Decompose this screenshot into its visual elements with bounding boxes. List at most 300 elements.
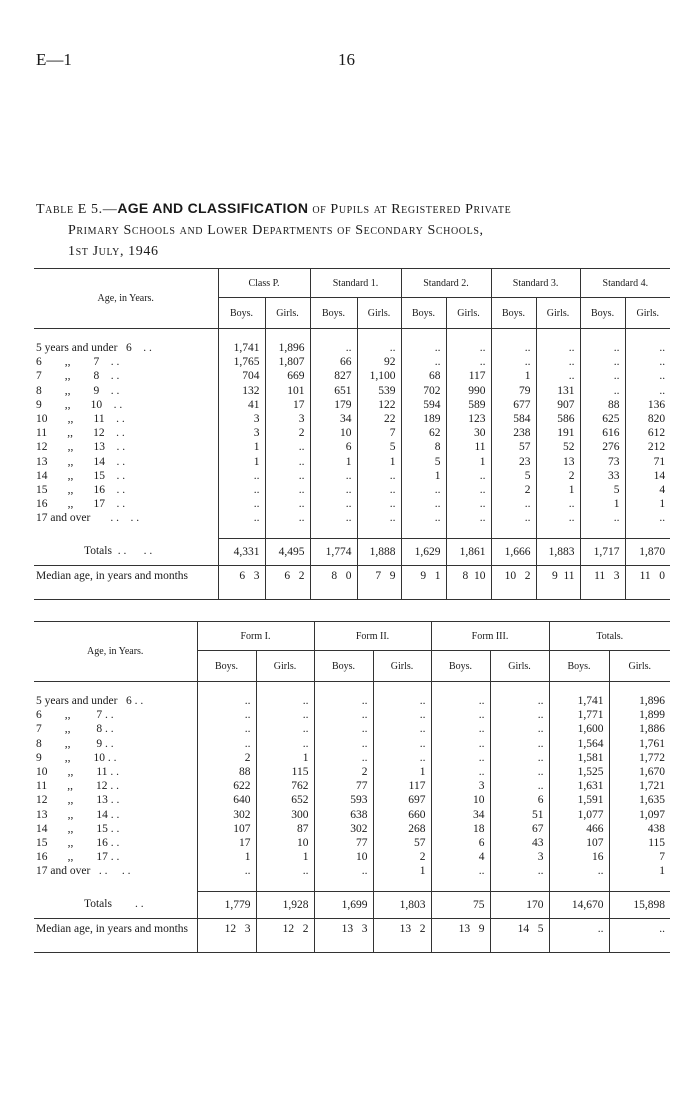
value-cell: 13 — [536, 455, 580, 469]
value-cell: .. — [401, 341, 446, 355]
age-label: 8 ,, 9 . . — [36, 737, 114, 750]
table-title — [36, 198, 676, 262]
value-cell: 594 — [401, 398, 446, 412]
value-cell: 2 — [491, 483, 536, 497]
report-code: E—1 — [36, 50, 72, 69]
value-cell: 1,670 — [609, 765, 670, 779]
value-cell: 71 — [625, 455, 670, 469]
value-cell: .. — [491, 511, 536, 525]
value-cell: .. — [446, 341, 491, 355]
value-cell: 212 — [625, 440, 670, 454]
girls-header: Girls. — [490, 651, 549, 682]
median-cell: 13 2 — [373, 918, 431, 952]
median-cell: .. — [609, 918, 670, 952]
value-cell: 2 — [373, 850, 431, 864]
value-cell: .. — [580, 369, 625, 383]
value-cell: 1 — [218, 455, 265, 469]
value-cell: .. — [197, 708, 256, 722]
median-cell: 6 3 — [218, 565, 265, 599]
table-row — [34, 355, 670, 369]
value-cell: 1,896 — [609, 694, 670, 708]
value-cell: 1,886 — [609, 722, 670, 736]
value-cell: .. — [218, 497, 265, 511]
value-cell: 1,097 — [609, 808, 670, 822]
title-line-2: Primary Schools and Lower Departments of Secondary Schools, — [68, 223, 484, 238]
value-cell: 77 — [314, 836, 373, 850]
value-cell: .. — [536, 369, 580, 383]
value-cell: .. — [265, 497, 310, 511]
median-row — [34, 918, 670, 952]
table-row — [34, 751, 670, 765]
value-cell: .. — [536, 511, 580, 525]
value-cell: 1,896 — [265, 341, 310, 355]
value-cell: 115 — [609, 836, 670, 850]
value-cell: 1 — [256, 850, 314, 864]
value-cell: .. — [625, 511, 670, 525]
value-cell: 907 — [536, 398, 580, 412]
value-cell: 1 — [491, 369, 536, 383]
value-cell: 107 — [549, 836, 609, 850]
value-cell: .. — [314, 722, 373, 736]
table-row — [34, 722, 670, 736]
value-cell: .. — [490, 765, 549, 779]
value-cell: 302 — [197, 808, 256, 822]
value-cell: 1,564 — [549, 737, 609, 751]
value-cell: .. — [256, 737, 314, 751]
value-cell: 18 — [431, 822, 490, 836]
value-cell: .. — [431, 722, 490, 736]
age-label: 6 ,, 7 . . — [36, 356, 120, 369]
boys-header: Boys. — [491, 298, 536, 329]
value-cell: .. — [625, 384, 670, 398]
value-cell: 123 — [446, 412, 491, 426]
value-cell: .. — [310, 341, 357, 355]
median-cell: 12 3 — [197, 918, 256, 952]
table-row — [34, 369, 670, 383]
value-cell: 584 — [491, 412, 536, 426]
value-cell: 51 — [490, 808, 549, 822]
age-label: 15 ,, 16 . . — [36, 837, 120, 850]
group-header: Class P. — [218, 269, 310, 298]
table-row — [34, 426, 670, 440]
value-cell: 11 — [446, 440, 491, 454]
value-cell: 2 — [536, 469, 580, 483]
value-cell: 41 — [218, 398, 265, 412]
value-cell: 586 — [536, 412, 580, 426]
value-cell: 34 — [310, 412, 357, 426]
age-label: 11 ,, 12 . . — [36, 427, 125, 440]
value-cell: .. — [431, 737, 490, 751]
value-cell: .. — [265, 511, 310, 525]
value-cell: .. — [490, 864, 549, 878]
value-cell: .. — [446, 355, 491, 369]
value-cell: .. — [401, 511, 446, 525]
total-cell: 1,888 — [357, 538, 401, 565]
value-cell: 122 — [357, 398, 401, 412]
value-cell: 651 — [310, 384, 357, 398]
value-cell: 697 — [373, 793, 431, 807]
table-row — [34, 822, 670, 836]
age-label: 5 years and under 6 . . — [36, 695, 144, 707]
value-cell: 2 — [265, 426, 310, 440]
group-header: Standard 4. — [580, 269, 670, 298]
value-cell: 5 — [357, 440, 401, 454]
value-cell: 660 — [373, 808, 431, 822]
total-cell: 1,883 — [536, 538, 580, 565]
value-cell: 1 — [256, 751, 314, 765]
value-cell: 1 — [197, 850, 256, 864]
value-cell: .. — [314, 864, 373, 878]
value-cell: .. — [373, 751, 431, 765]
median-cell: 11 0 — [625, 565, 670, 599]
total-cell: 1,779 — [197, 891, 256, 918]
age-label: 7 ,, 8 . . — [36, 723, 114, 736]
value-cell: 88 — [580, 398, 625, 412]
median-cell: 7 9 — [357, 565, 401, 599]
value-cell: .. — [197, 722, 256, 736]
value-cell: .. — [314, 737, 373, 751]
value-cell: 57 — [373, 836, 431, 850]
value-cell: 1,100 — [357, 369, 401, 383]
value-cell: 8 — [401, 440, 446, 454]
value-cell: .. — [373, 722, 431, 736]
value-cell: .. — [446, 511, 491, 525]
table-row — [34, 765, 670, 779]
table-row — [34, 694, 670, 708]
value-cell: 107 — [197, 822, 256, 836]
title-line-3: 1st July, 1946 — [68, 244, 159, 259]
value-cell: .. — [446, 497, 491, 511]
page-number: 16 — [338, 50, 355, 69]
age-label: 10 ,, 11 . . — [36, 766, 119, 779]
value-cell: .. — [314, 751, 373, 765]
value-cell: 117 — [373, 779, 431, 793]
boys-header: Boys. — [401, 298, 446, 329]
value-cell: 17 — [265, 398, 310, 412]
value-cell: .. — [446, 469, 491, 483]
value-cell: 762 — [256, 779, 314, 793]
value-cell: .. — [256, 722, 314, 736]
table-row — [34, 836, 670, 850]
value-cell: 77 — [314, 779, 373, 793]
median-cell: 8 10 — [446, 565, 491, 599]
value-cell: 23 — [491, 455, 536, 469]
value-cell: 30 — [446, 426, 491, 440]
value-cell: 612 — [625, 426, 670, 440]
boys-header: Boys. — [549, 651, 609, 682]
title-rest: of Pupils at Registered Private — [308, 202, 512, 217]
table-row — [34, 384, 670, 398]
value-cell: 10 — [310, 426, 357, 440]
value-cell: 1 — [218, 440, 265, 454]
value-cell: 1,761 — [609, 737, 670, 751]
value-cell: 4 — [625, 483, 670, 497]
value-cell: .. — [197, 737, 256, 751]
value-cell: 640 — [197, 793, 256, 807]
value-cell: 1,077 — [549, 808, 609, 822]
age-header: Age, in Years. — [34, 269, 218, 329]
total-cell: 1,870 — [625, 538, 670, 565]
value-cell: .. — [310, 483, 357, 497]
median-row — [34, 565, 670, 599]
value-cell: 88 — [197, 765, 256, 779]
value-cell: 17 — [197, 836, 256, 850]
total-cell: 1,803 — [373, 891, 431, 918]
table-row — [34, 511, 670, 525]
value-cell: 300 — [256, 808, 314, 822]
age-label: 13 ,, 14 . . — [36, 455, 126, 468]
value-cell: 1,899 — [609, 708, 670, 722]
value-cell: .. — [490, 751, 549, 765]
value-cell: 10 — [314, 850, 373, 864]
value-cell: 16 — [549, 850, 609, 864]
median-cell: 9 1 — [401, 565, 446, 599]
value-cell: 1 — [580, 497, 625, 511]
table-row — [34, 440, 670, 454]
age-label: 14 ,, 15 . . — [36, 822, 120, 835]
girls-header: Girls. — [265, 298, 310, 329]
girls-header: Girls. — [357, 298, 401, 329]
value-cell: 3 — [265, 412, 310, 426]
age-label: 17 and over . . . . — [36, 512, 140, 525]
value-cell: .. — [536, 341, 580, 355]
value-cell: .. — [218, 469, 265, 483]
value-cell: .. — [431, 694, 490, 708]
table-row — [34, 398, 670, 412]
group-header: Standard 3. — [491, 269, 580, 298]
value-cell: .. — [490, 694, 549, 708]
value-cell: 1 — [310, 455, 357, 469]
value-cell: 1,741 — [218, 341, 265, 355]
value-cell: 1,600 — [549, 722, 609, 736]
title-bold: AGE AND CLASSIFICATION — [117, 200, 309, 216]
value-cell: 131 — [536, 384, 580, 398]
value-cell: 268 — [373, 822, 431, 836]
value-cell: .. — [536, 497, 580, 511]
value-cell: 1,741 — [549, 694, 609, 708]
value-cell: 57 — [491, 440, 536, 454]
table-row — [34, 779, 670, 793]
value-cell: 87 — [256, 822, 314, 836]
age-label: 11 ,, 12 . . — [36, 780, 119, 793]
age-label: 9 ,, 10 . . — [36, 751, 117, 764]
value-cell: 5 — [580, 483, 625, 497]
boys-header: Boys. — [431, 651, 490, 682]
total-cell: 1,717 — [580, 538, 625, 565]
value-cell: 3 — [218, 426, 265, 440]
table-row — [34, 708, 670, 722]
total-cell: 1,774 — [310, 538, 357, 565]
value-cell: .. — [314, 708, 373, 722]
value-cell: 466 — [549, 822, 609, 836]
value-cell: 132 — [218, 384, 265, 398]
value-cell: .. — [491, 355, 536, 369]
value-cell: .. — [373, 694, 431, 708]
value-cell: .. — [357, 469, 401, 483]
value-cell: 1,771 — [549, 708, 609, 722]
value-cell: 1 — [401, 469, 446, 483]
age-header: Age, in Years. — [34, 622, 197, 682]
median-cell: 10 2 — [491, 565, 536, 599]
totals-label: Totals . . . . — [84, 545, 153, 558]
value-cell: 238 — [491, 426, 536, 440]
boys-header: Boys. — [314, 651, 373, 682]
value-cell: .. — [218, 483, 265, 497]
value-cell: .. — [310, 497, 357, 511]
table-row — [34, 808, 670, 822]
value-cell: 34 — [431, 808, 490, 822]
total-cell: 4,331 — [218, 538, 265, 565]
totals-label: Totals . . — [84, 898, 144, 911]
table-row — [34, 412, 670, 426]
value-cell: .. — [401, 483, 446, 497]
value-cell: 62 — [401, 426, 446, 440]
total-cell: 15,898 — [609, 891, 670, 918]
age-label: 8 ,, 9 . . — [36, 384, 120, 397]
value-cell: 539 — [357, 384, 401, 398]
value-cell: .. — [310, 469, 357, 483]
value-cell: 52 — [536, 440, 580, 454]
value-cell: 2 — [314, 765, 373, 779]
value-cell: 3 — [218, 412, 265, 426]
girls-header: Girls. — [625, 298, 670, 329]
value-cell: .. — [580, 355, 625, 369]
girls-header: Girls. — [446, 298, 491, 329]
value-cell: .. — [256, 694, 314, 708]
value-cell: 302 — [314, 822, 373, 836]
value-cell: 990 — [446, 384, 491, 398]
value-cell: 622 — [197, 779, 256, 793]
value-cell: .. — [580, 511, 625, 525]
value-cell: .. — [357, 341, 401, 355]
value-cell: 677 — [491, 398, 536, 412]
value-cell: 276 — [580, 440, 625, 454]
age-label: 10 ,, 11 . . — [36, 413, 125, 426]
totals-row — [34, 538, 670, 565]
table-row — [34, 341, 670, 355]
value-cell: 3 — [431, 779, 490, 793]
group-header: Standard 2. — [401, 269, 491, 298]
value-cell: .. — [373, 708, 431, 722]
value-cell: 4 — [431, 850, 490, 864]
value-cell: 1 — [357, 455, 401, 469]
value-cell: .. — [357, 511, 401, 525]
total-cell: 4,495 — [265, 538, 310, 565]
girls-header: Girls. — [536, 298, 580, 329]
age-label: 12 ,, 13 . . — [36, 794, 120, 807]
group-header: Standard 1. — [310, 269, 401, 298]
value-cell: .. — [218, 511, 265, 525]
value-cell: .. — [490, 722, 549, 736]
value-cell: .. — [580, 341, 625, 355]
value-cell: 189 — [401, 412, 446, 426]
median-label: Median age, in years and months — [34, 565, 218, 599]
value-cell: 1 — [609, 864, 670, 878]
median-cell: 13 3 — [314, 918, 373, 952]
age-classification-table-forms — [34, 621, 670, 953]
median-cell: 13 9 — [431, 918, 490, 952]
value-cell: .. — [490, 779, 549, 793]
value-cell: .. — [431, 765, 490, 779]
value-cell: 10 — [431, 793, 490, 807]
table-row — [34, 737, 670, 751]
value-cell: .. — [536, 355, 580, 369]
value-cell: 73 — [580, 455, 625, 469]
median-cell: 11 3 — [580, 565, 625, 599]
total-cell: 170 — [490, 891, 549, 918]
value-cell: 704 — [218, 369, 265, 383]
value-cell: 1 — [373, 765, 431, 779]
median-cell: .. — [549, 918, 609, 952]
age-label: 16 ,, 17 . . — [36, 498, 126, 511]
age-label: 6 ,, 7 . . — [36, 709, 114, 722]
median-cell: 8 0 — [310, 565, 357, 599]
value-cell: .. — [314, 694, 373, 708]
value-cell: .. — [580, 384, 625, 398]
value-cell: .. — [357, 483, 401, 497]
table-row — [34, 864, 670, 878]
value-cell: .. — [256, 708, 314, 722]
median-cell: 6 2 — [265, 565, 310, 599]
value-cell: 191 — [536, 426, 580, 440]
value-cell: 702 — [401, 384, 446, 398]
median-cell: 14 5 — [490, 918, 549, 952]
age-label: 7 ,, 8 . . — [36, 370, 120, 383]
value-cell: 1,635 — [609, 793, 670, 807]
value-cell: 669 — [265, 369, 310, 383]
title-prefix: Table E 5.— — [36, 202, 118, 217]
table-row — [34, 793, 670, 807]
value-cell: .. — [491, 341, 536, 355]
value-cell: 43 — [490, 836, 549, 850]
value-cell: 638 — [314, 808, 373, 822]
value-cell: .. — [625, 355, 670, 369]
age-label: 5 years and under 6 . . — [36, 342, 152, 354]
value-cell: 593 — [314, 793, 373, 807]
value-cell: 616 — [580, 426, 625, 440]
value-cell: .. — [401, 497, 446, 511]
group-header: Totals. — [549, 622, 670, 651]
value-cell: .. — [549, 864, 609, 878]
median-cell: 12 2 — [256, 918, 314, 952]
value-cell: 92 — [357, 355, 401, 369]
value-cell: 1,591 — [549, 793, 609, 807]
value-cell: 7 — [357, 426, 401, 440]
value-cell: 827 — [310, 369, 357, 383]
value-cell: .. — [491, 497, 536, 511]
value-cell: .. — [401, 355, 446, 369]
value-cell: .. — [625, 341, 670, 355]
value-cell: 589 — [446, 398, 491, 412]
value-cell: 3 — [490, 850, 549, 864]
value-cell: 1,631 — [549, 779, 609, 793]
value-cell: 6 — [310, 440, 357, 454]
value-cell: 6 — [431, 836, 490, 850]
boys-header: Boys. — [580, 298, 625, 329]
total-cell: 14,670 — [549, 891, 609, 918]
value-cell: .. — [431, 751, 490, 765]
value-cell: 10 — [256, 836, 314, 850]
table-row — [34, 483, 670, 497]
total-cell: 1,629 — [401, 538, 446, 565]
value-cell: 117 — [446, 369, 491, 383]
boys-header: Boys. — [218, 298, 265, 329]
value-cell: 1 — [373, 864, 431, 878]
value-cell: .. — [265, 469, 310, 483]
median-label: Median age, in years and months — [34, 918, 197, 952]
value-cell: .. — [625, 369, 670, 383]
value-cell: 652 — [256, 793, 314, 807]
